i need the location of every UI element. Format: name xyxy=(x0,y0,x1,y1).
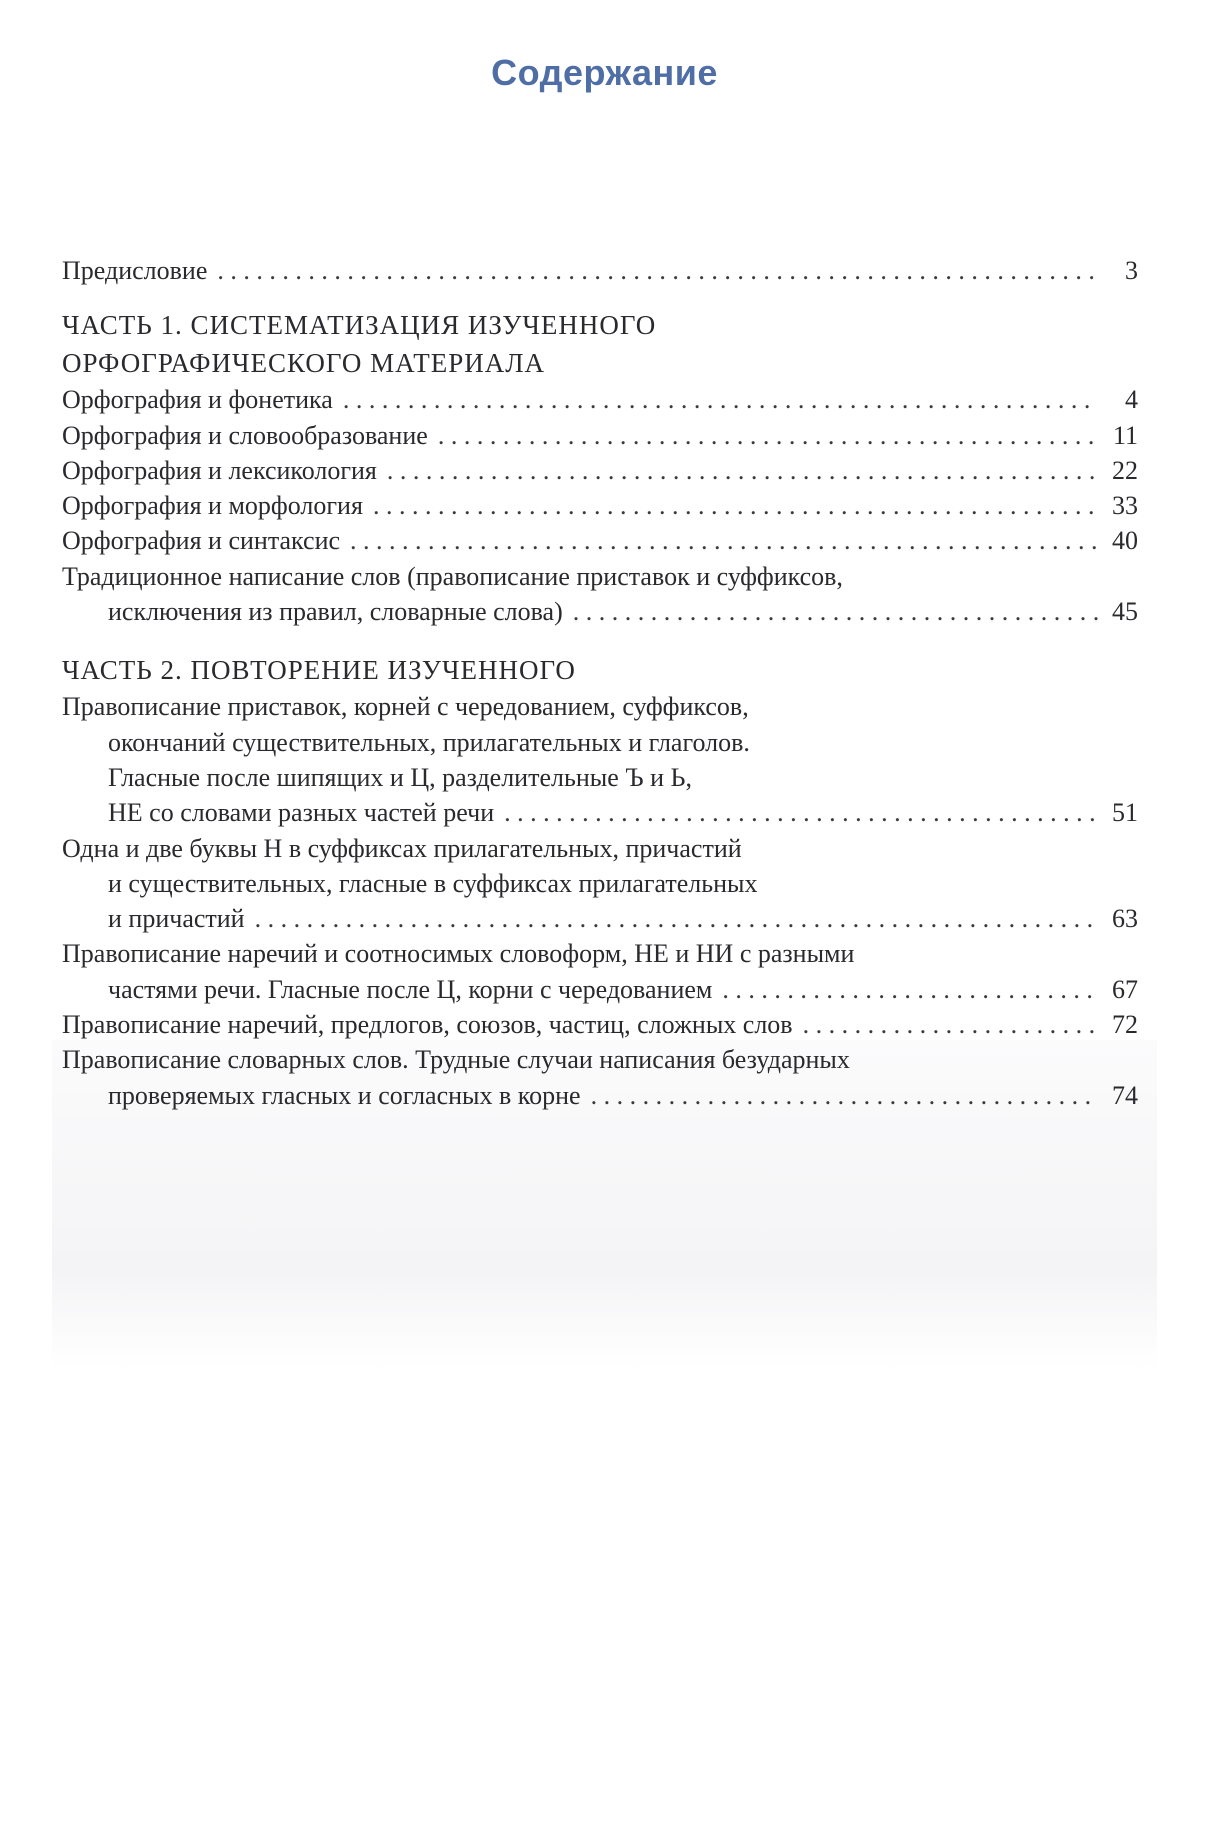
toc-entry-label: Орфография и лексикология xyxy=(62,455,377,485)
part-1-heading-line-1: ЧАСТЬ 1. СИСТЕМАТИЗАЦИЯ ИЗУЧЕННОГО xyxy=(62,310,657,341)
toc-entry-label: Традиционное написание слов (правописание приставок и суффиксов, xyxy=(62,561,843,591)
toc-page-number: 72 xyxy=(1112,1010,1138,1040)
toc-page-number: 74 xyxy=(1112,1080,1138,1110)
dot-leader xyxy=(255,901,1098,936)
toc-entry-label: Правописание приставок, корней с чередованием, суффиксов, xyxy=(62,692,749,722)
part-1-heading xyxy=(62,306,1138,382)
toc-entry-label: Правописание наречий, предлогов, союзов, частиц, сложных слов xyxy=(62,1010,793,1040)
toc-entry-part1-3[interactable] xyxy=(62,453,1138,488)
toc-entry-part1-4[interactable] xyxy=(62,488,1138,523)
toc-entry-part2-5[interactable] xyxy=(62,1042,1138,1113)
dot-leader xyxy=(591,1078,1098,1113)
page-title: Содержание xyxy=(491,52,718,93)
toc-entry-part1-5[interactable] xyxy=(62,523,1138,558)
toc-page-number: 45 xyxy=(1112,597,1138,627)
toc-entry-part2-3[interactable] xyxy=(62,936,1138,1007)
toc-entry-label-continued: НЕ со словами разных частей речи xyxy=(108,798,495,828)
toc-entry-preface[interactable] xyxy=(62,253,1138,288)
toc-entry-part1-6[interactable] xyxy=(62,559,1138,630)
toc-page-number: 63 xyxy=(1112,904,1138,934)
toc-entry-label: Предисловие xyxy=(62,256,208,285)
toc-page-number: 4 xyxy=(1125,385,1138,415)
toc-entry-part1-2[interactable] xyxy=(62,418,1138,453)
toc-entry-part2-1[interactable] xyxy=(62,689,1138,830)
toc-entry-label: Орфография и синтаксис xyxy=(62,526,341,556)
dot-leader xyxy=(343,382,1098,417)
part-1-heading-line-2: ОРФОГРАФИЧЕСКОГО МАТЕРИАЛА xyxy=(62,348,546,379)
toc-entry-label: Орфография и фонетика xyxy=(62,385,333,415)
toc-entry-label-continued: частями речи. Гласные после Ц, корни с чередованием xyxy=(108,974,713,1004)
dot-leader xyxy=(217,253,1098,288)
toc-entry-part2-4[interactable] xyxy=(62,1007,1138,1042)
toc-entry-part2-2[interactable] xyxy=(62,831,1138,937)
toc-page-number: 33 xyxy=(1112,491,1138,521)
toc-entry-part1-1[interactable] xyxy=(62,382,1138,417)
dot-leader xyxy=(373,488,1098,523)
toc-entry-label: Орфография и морфология xyxy=(62,491,363,521)
toc-entry-label-continued: и причастий xyxy=(108,904,245,934)
toc-entry-label: Правописание словарных слов. Трудные случаи написания безударных xyxy=(62,1045,850,1075)
dot-leader xyxy=(504,795,1098,830)
toc-page-number: 40 xyxy=(1112,526,1138,556)
toc-page-number: 3 xyxy=(1125,256,1138,285)
dot-leader xyxy=(722,972,1098,1007)
toc-entry-label-continued: окончаний существительных, прилагательных и глаголов. xyxy=(108,727,750,757)
toc-entry-label: Орфография и словообразование xyxy=(62,420,428,450)
dot-leader xyxy=(573,594,1098,629)
toc-entry-label-continued: и существительных, гласные в суффиксах прилагательных xyxy=(108,868,758,898)
dot-leader xyxy=(350,523,1098,558)
table-of-contents xyxy=(62,253,1138,1113)
toc-entry-label: Правописание наречий и соотносимых словоформ, НЕ и НИ с разными xyxy=(62,939,855,969)
part-2-heading: ЧАСТЬ 2. ПОВТОРЕНИЕ ИЗУЧЕННОГО xyxy=(62,655,576,686)
dot-leader xyxy=(387,453,1098,488)
toc-page-number: 22 xyxy=(1112,455,1138,485)
toc-page-number: 51 xyxy=(1112,798,1138,828)
toc-entry-label: Одна и две буквы Н в суффиксах прилагательных, причастий xyxy=(62,833,742,863)
toc-page-number: 67 xyxy=(1112,974,1138,1004)
toc-entry-label-continued: Гласные после шипящих и Ц, разделительные Ъ и Ь, xyxy=(108,762,692,792)
toc-entry-label-continued: проверяемых гласных и согласных в корне xyxy=(108,1080,581,1110)
dot-leader xyxy=(803,1007,1098,1042)
toc-page-number: 11 xyxy=(1112,420,1138,450)
toc-entry-label-continued: исключения из правил, словарные слова) xyxy=(108,597,563,627)
dot-leader xyxy=(438,418,1098,453)
